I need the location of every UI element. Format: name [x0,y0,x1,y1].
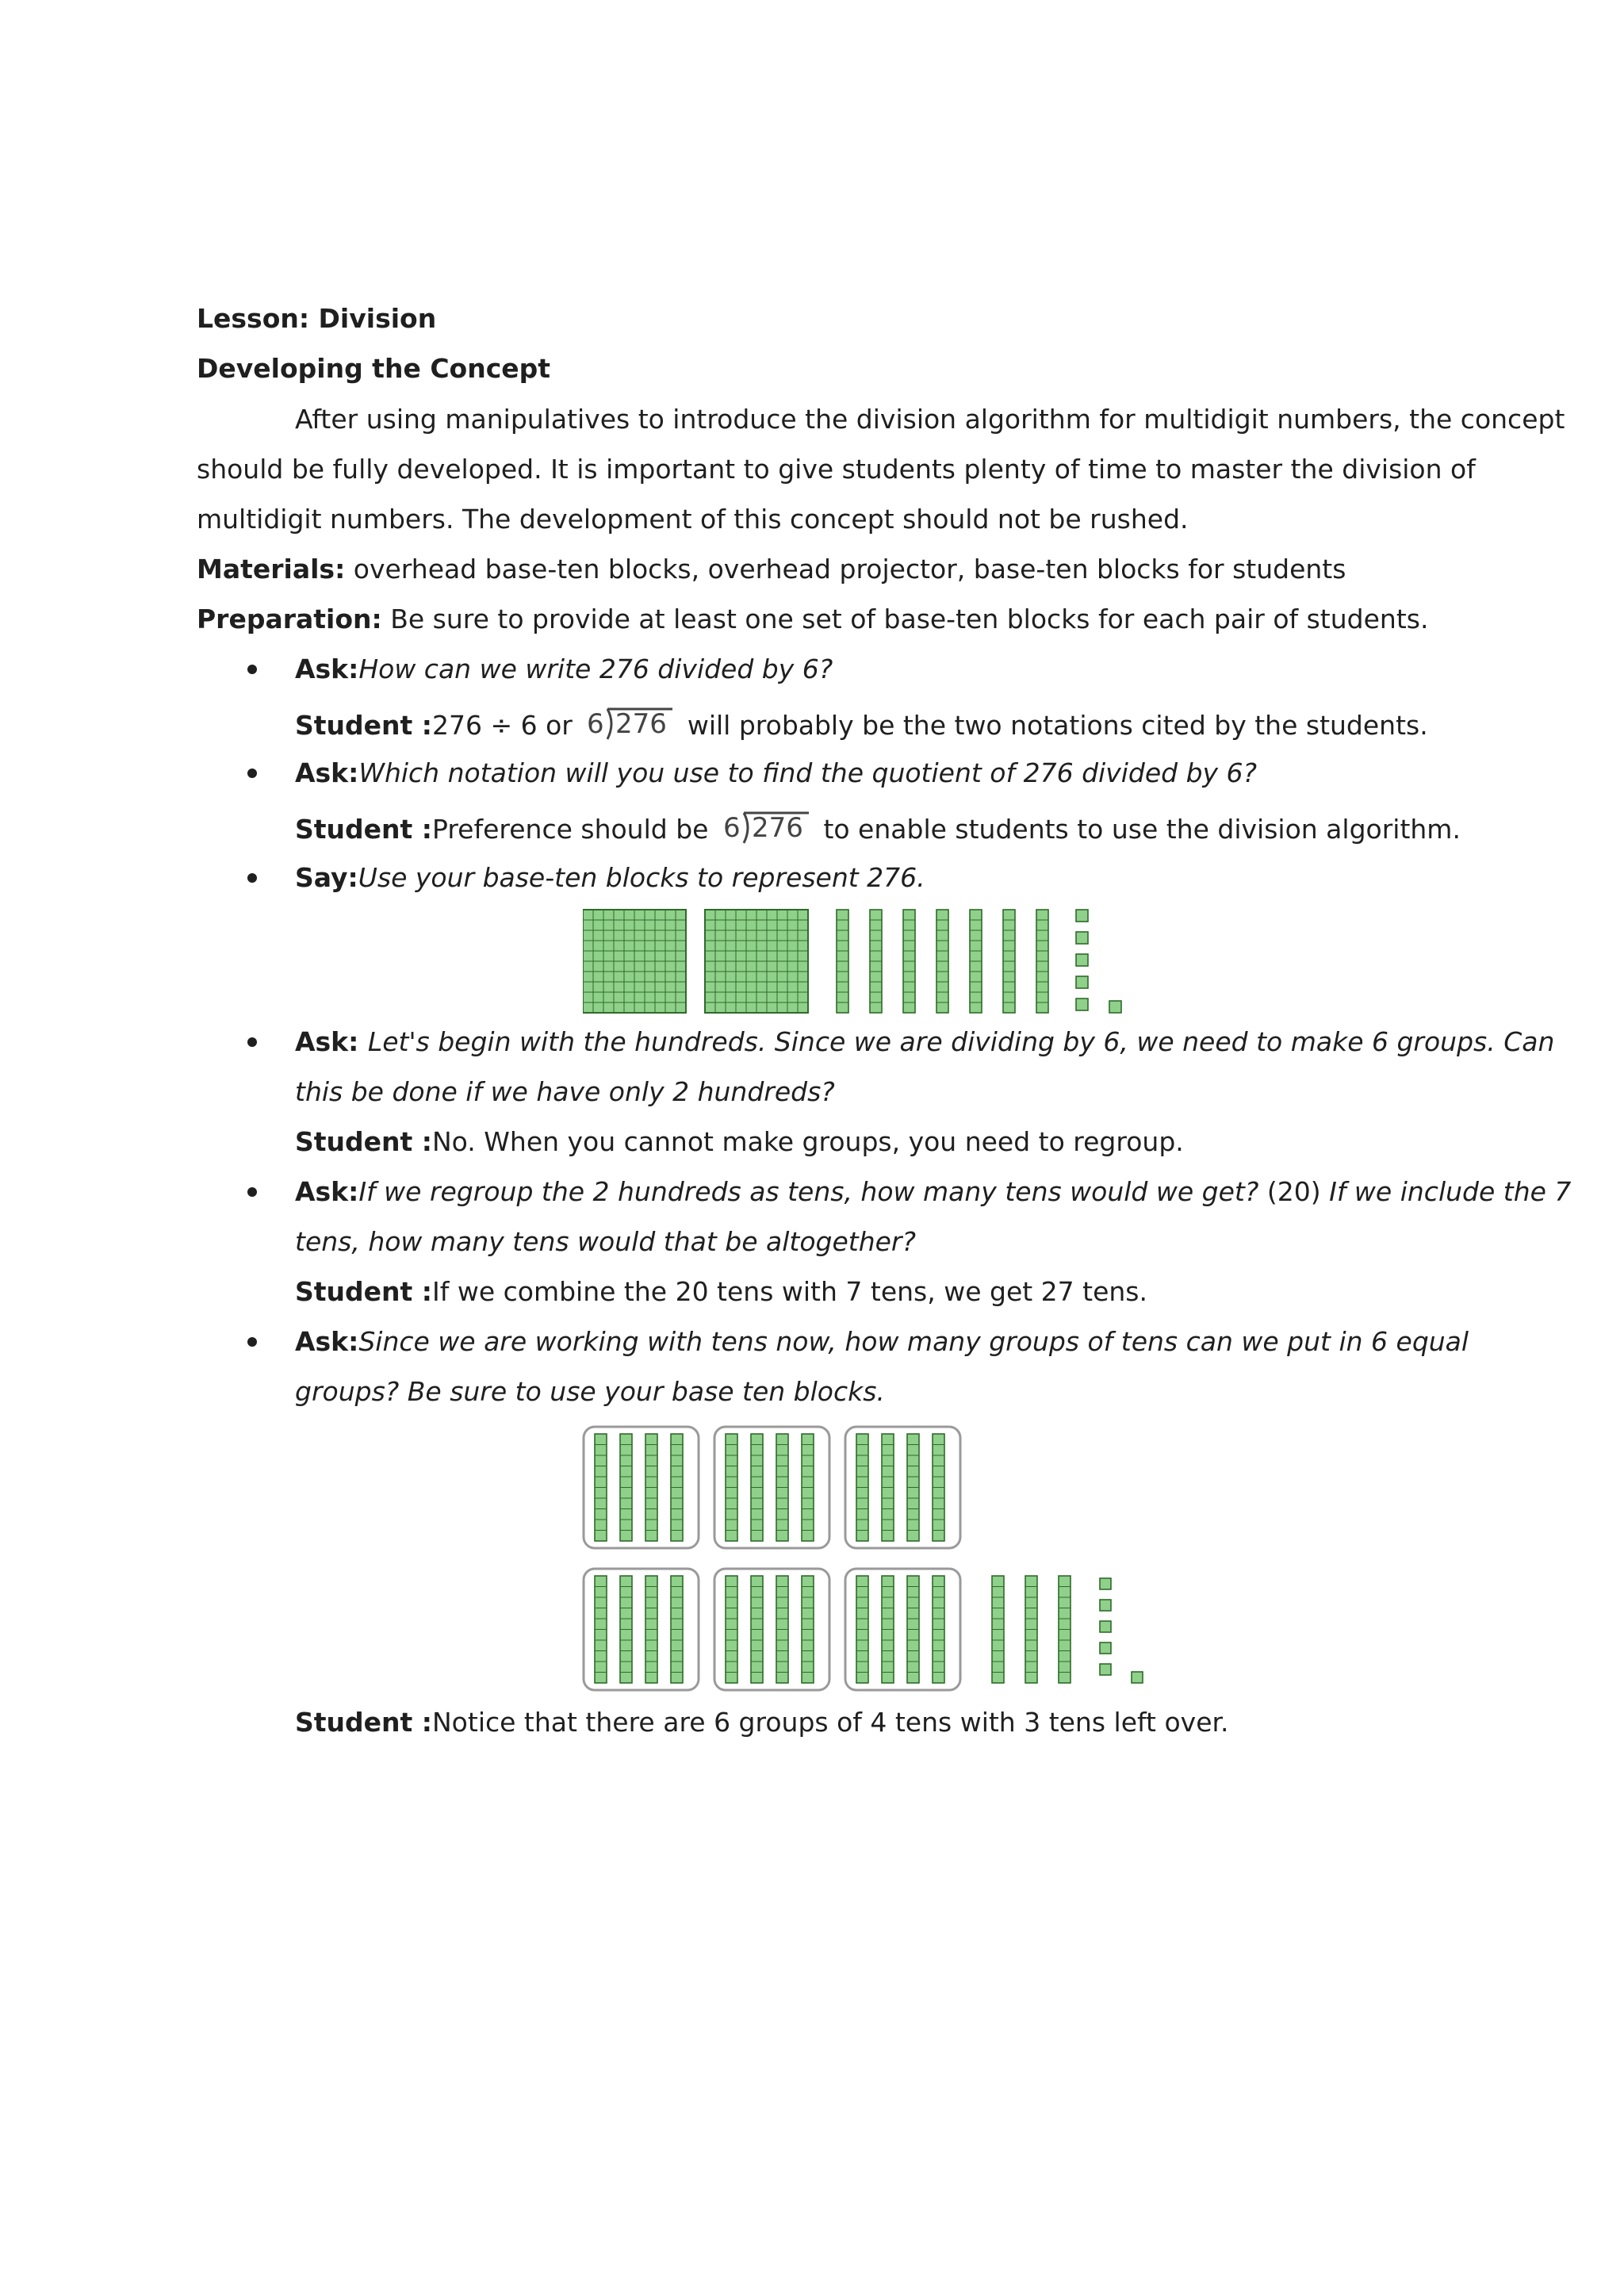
ones-unit-block [1100,1642,1111,1654]
tens-rod-block [837,910,848,1013]
tens-rod-block [1025,1576,1037,1683]
tens-rod-block [671,1434,683,1541]
q5-answer-line [295,1274,1147,1309]
intro-line-3: multidigit numbers. The development of this concept should not be rushed. [197,504,1189,535]
student-label: Student : [295,1707,432,1738]
q3-prompt-line [295,861,925,895]
q6-prompt-line-1 [295,1324,1469,1359]
grouped-tens-figure [581,1424,1152,1698]
q6-answer: Notice that there are 6 groups of 4 tens with 3 tens left over. [432,1707,1229,1738]
tens-rod-block [856,1576,868,1683]
student-label: Student : [295,814,432,845]
ask-label: Ask: [295,757,359,788]
tens-rod-block [1059,1576,1071,1683]
bullet-icon [247,769,257,778]
materials-line [197,552,1346,587]
ones-unit-block [1100,1600,1111,1611]
tens-rod-block [970,910,982,1013]
q3-prompt: Use your base-ten blocks to represent 276. [358,862,925,893]
tens-rod-block [907,1576,919,1683]
tens-rod-block [645,1434,657,1541]
ones-unit-block [1076,999,1088,1010]
ones-unit-block [1076,954,1088,966]
dividend-text: 276 [751,812,803,844]
q2-answer-line [295,810,1461,847]
long-division-symbol-icon [722,810,810,845]
ask-label: Ask: [295,1176,359,1207]
q5-prompt-line-2: tens, how many tens would that be altogether? [295,1226,917,1257]
q5-middle: (20) [1258,1176,1330,1207]
say-label: Say: [295,862,358,893]
bullet-icon [247,1187,257,1197]
intro-line-1: After using manipulatives to introduce the division algorithm for multidigit numbers, the concept [295,404,1565,435]
student-label: Student : [295,1276,432,1307]
section-title: Developing the Concept [197,353,551,384]
tens-rod-block [726,1434,737,1541]
bullet-icon [247,665,257,674]
q5-prompt-a: If we regroup the 2 hundreds as tens, how many tens would we get? [358,1176,1259,1207]
q2-answer-post: to enable students to use the division algorithm. [814,814,1461,845]
intro-line-2: should be fully developed. It is important to give students plenty of time to master the division of [197,454,1476,485]
bullet-icon [247,873,257,883]
bullet-icon [247,1337,257,1347]
tens-rod-block [856,1434,868,1541]
tens-rod-block [936,910,948,1013]
tens-rod-block [595,1576,607,1683]
preparation-label: Preparation: [197,604,382,634]
tens-rod-block [882,1576,894,1683]
q6-prompt-1: Since we are working with tens now, how many groups of tens can we put in 6 equal [358,1326,1469,1357]
ones-unit-block [1076,932,1088,944]
tens-rod-block [903,910,915,1013]
ones-unit-block [1132,1672,1143,1683]
ones-unit-block [1100,1578,1111,1589]
q1-answer-pre: 276 ÷ 6 or [432,710,581,741]
materials-text: overhead base-ten blocks, overhead projector, base-ten blocks for students [345,554,1346,585]
tens-rod-block [1036,910,1048,1013]
q1-prompt: How can we write 276 divided by 6? [358,654,833,684]
ones-unit-block [1100,1621,1111,1632]
q1-prompt-line [295,652,833,687]
q4-prompt-line-1 [295,1025,1554,1060]
q5-prompt-b: If we include the 7 [1329,1176,1572,1207]
tens-rod-block [870,910,882,1013]
q6-prompt-line-2: groups? Be sure to use your base ten blocks. [295,1376,885,1407]
tens-rod-block [751,1434,763,1541]
tens-rod-block [907,1434,919,1541]
q2-prompt-line [295,756,1257,791]
q4-answer-line [295,1125,1184,1159]
tens-rod-block [933,1434,944,1541]
q2-answer-pre: Preference should be [432,814,717,845]
q1-answer-line [295,706,1428,743]
q6-answer-line [295,1705,1229,1740]
student-label: Student : [295,710,432,741]
long-division-symbol-icon [585,706,674,741]
q1-answer-post: will probably be the two notations cited by the students. [679,710,1428,741]
tens-rod-block [1003,910,1015,1013]
tens-rod-block [620,1434,632,1541]
bullet-icon [247,1037,257,1047]
hundreds-flat-block [705,910,808,1013]
tens-rod-block [776,1576,788,1683]
ones-unit-block [1100,1664,1111,1675]
q4-answer: No. When you cannot make groups, you need to regroup. [432,1126,1184,1157]
tens-rod-block [620,1576,632,1683]
ask-label: Ask: [295,1026,368,1057]
ones-unit-block [1076,976,1088,988]
q4-prompt-line-2: this be done if we have only 2 hundreds? [295,1076,835,1107]
tens-rod-block [671,1576,683,1683]
q5-prompt-line-1 [295,1175,1571,1209]
tens-rod-block [726,1576,737,1683]
tens-rod-block [802,1434,814,1541]
ones-unit-block [1109,1001,1121,1013]
ones-unit-block [1076,910,1088,922]
lesson-title: Lesson: Division [197,303,437,334]
preparation-line [197,602,1428,637]
tens-rod-block [776,1434,788,1541]
dividend-text: 276 [615,708,668,740]
preparation-text: Be sure to provide at least one set of base-ten blocks for each pair of students. [381,604,1429,634]
tens-rod-block [882,1434,894,1541]
materials-label: Materials: [197,554,346,585]
tens-rod-block [645,1576,657,1683]
divisor-text: 6 [722,812,741,844]
tens-rod-block [933,1576,944,1683]
ask-label: Ask: [295,654,359,684]
q4-prompt-1: Let's begin with the hundreds. Since we are dividing by 6, we need to make 6 groups. Can [367,1026,1555,1057]
divisor-text: 6 [587,708,604,740]
student-label: Student : [295,1126,432,1157]
tens-rod-block [595,1434,607,1541]
tens-rod-block [751,1576,763,1683]
q5-answer: If we combine the 20 tens with 7 tens, we get 27 tens. [432,1276,1147,1307]
hundreds-flat-block [583,910,686,1013]
ask-label: Ask: [295,1326,359,1357]
base-ten-blocks-276-figure [583,907,1154,1017]
tens-rod-block [802,1576,814,1683]
q2-prompt: Which notation will you use to find the quotient of 276 divided by 6? [358,757,1258,788]
tens-rod-block [992,1576,1004,1683]
